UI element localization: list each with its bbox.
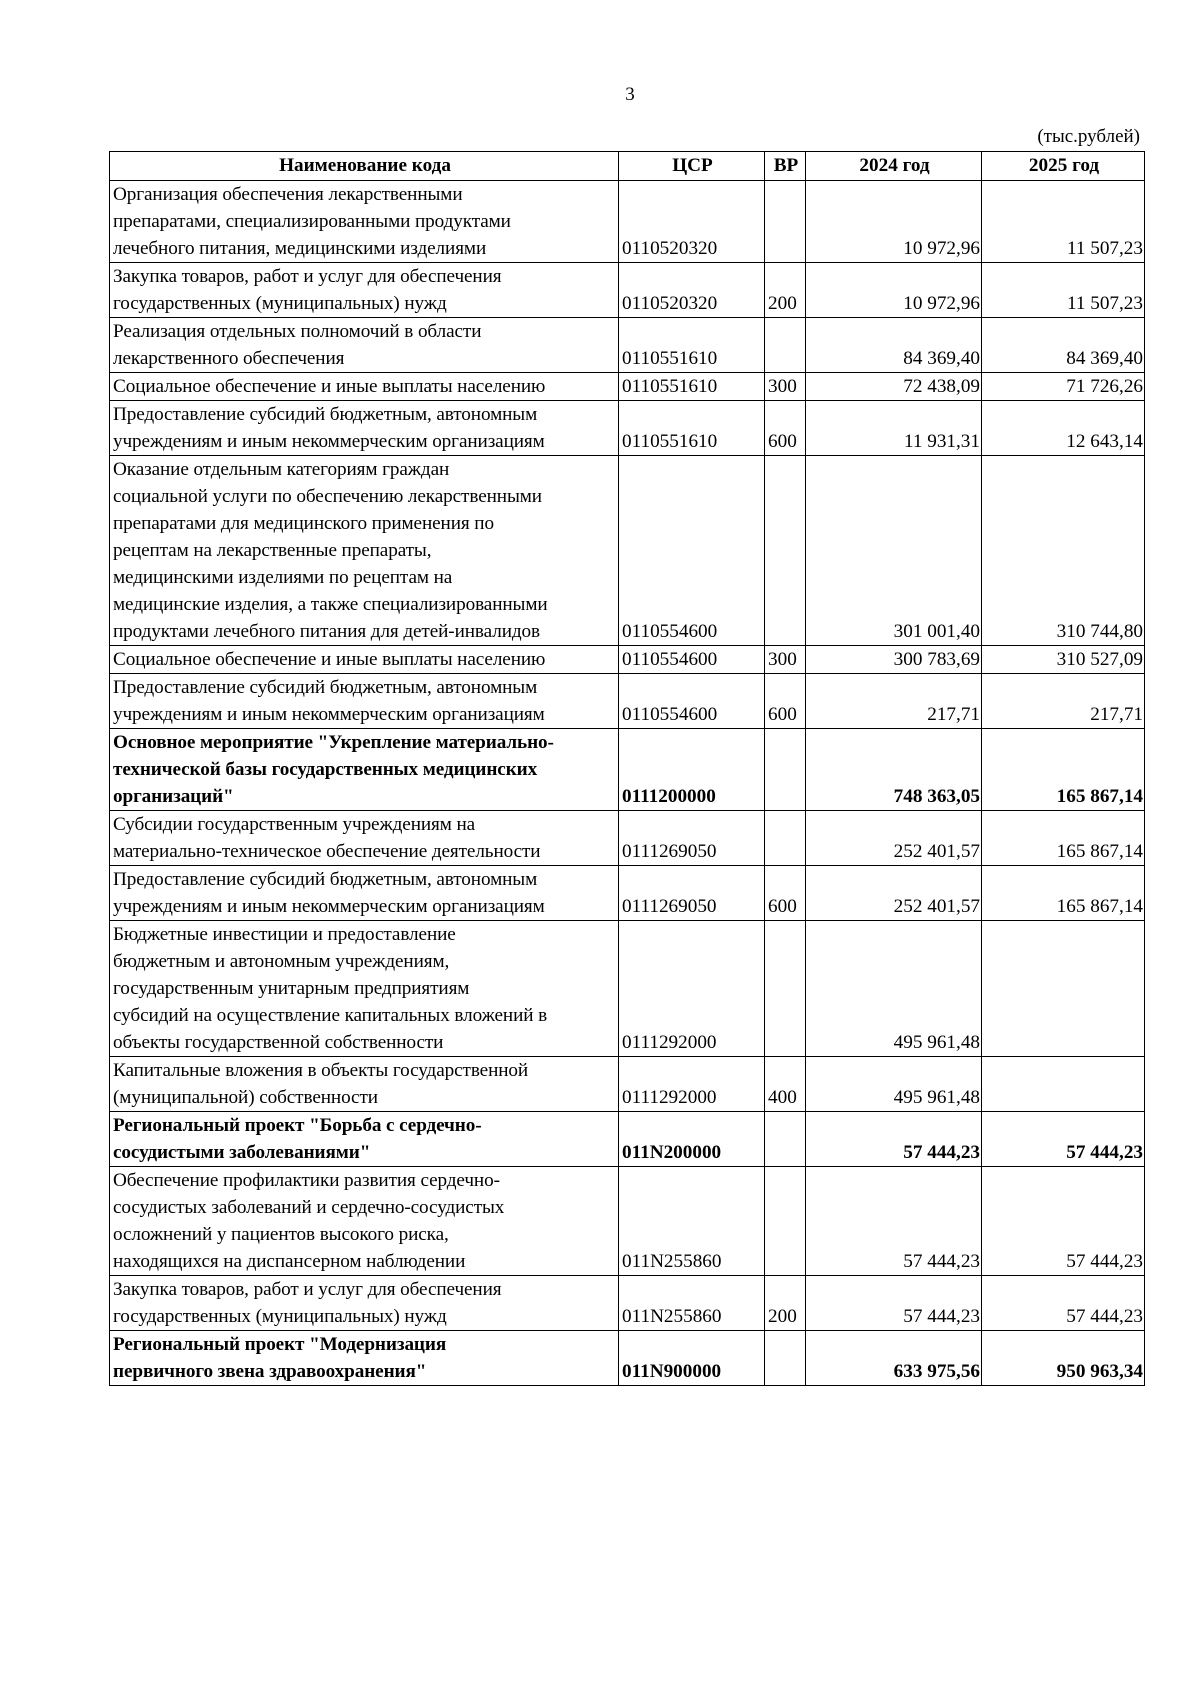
row-value-2024: 252 401,57 xyxy=(806,811,982,866)
row-value-2025: 310 744,80 xyxy=(982,456,1145,646)
row-name-line: Реализация отдельных полномочий в области xyxy=(113,321,482,342)
row-name-line: осложнений у пациентов высокого риска, xyxy=(113,1224,449,1245)
table-row xyxy=(110,674,1145,729)
row-csr: 0110551610 xyxy=(619,318,765,373)
row-value-2025: 11 507,23 xyxy=(982,263,1145,318)
row-name-line: социальной услуги по обеспечению лекарственными xyxy=(113,486,542,507)
header-name: Наименование кода xyxy=(110,152,619,181)
row-value-2024: 301 001,40 xyxy=(806,456,982,646)
row-value-2025: 165 867,14 xyxy=(982,729,1145,811)
row-name-line: Предоставление субсидий бюджетным, автономным xyxy=(113,869,538,890)
table-row xyxy=(110,318,1145,373)
header-row xyxy=(110,152,1145,181)
row-value-2024: 10 972,96 xyxy=(806,263,982,318)
row-name-line: Социальное обеспечение и иные выплаты населению xyxy=(113,376,546,397)
row-vr xyxy=(765,811,806,866)
row-csr: 0110520320 xyxy=(619,181,765,263)
table-row xyxy=(110,811,1145,866)
row-csr: 011N255860 xyxy=(619,1276,765,1331)
row-name xyxy=(110,181,619,263)
row-csr: 011N900000 xyxy=(619,1331,765,1386)
row-vr: 200 xyxy=(765,263,806,318)
row-name xyxy=(110,1331,619,1386)
row-value-2024: 72 438,09 xyxy=(806,373,982,401)
row-name-line: сосудистых заболеваний и сердечно-сосудистых xyxy=(113,1197,505,1218)
row-vr xyxy=(765,1167,806,1276)
row-name-line: сосудистыми заболеваниями" xyxy=(113,1142,371,1163)
row-value-2024: 11 931,31 xyxy=(806,401,982,456)
row-name-line: Социальное обеспечение и иные выплаты населению xyxy=(113,649,546,670)
row-vr: 600 xyxy=(765,401,806,456)
row-csr: 0110551610 xyxy=(619,373,765,401)
row-value-2024: 57 444,23 xyxy=(806,1276,982,1331)
table-row xyxy=(110,401,1145,456)
row-csr: 0110551610 xyxy=(619,401,765,456)
header-2025: 2025 год xyxy=(982,152,1145,181)
table-row xyxy=(110,1167,1145,1276)
table-row xyxy=(110,1112,1145,1167)
row-vr: 300 xyxy=(765,646,806,674)
row-value-2025: 71 726,26 xyxy=(982,373,1145,401)
row-name-line: Закупка товаров, работ и услуг для обеспечения xyxy=(113,1279,502,1300)
row-name-line: Предоставление субсидий бюджетным, автономным xyxy=(113,404,538,425)
row-csr: 0110554600 xyxy=(619,646,765,674)
row-name xyxy=(110,456,619,646)
row-value-2025: 165 867,14 xyxy=(982,866,1145,921)
table-row xyxy=(110,1057,1145,1112)
row-name xyxy=(110,373,619,401)
row-name-line: продуктами лечебного питания для детей-инвалидов xyxy=(113,621,540,642)
row-name-line: лечебного питания, медицинскими изделиями xyxy=(113,238,487,259)
row-vr: 600 xyxy=(765,674,806,729)
row-value-2025 xyxy=(982,921,1145,1057)
row-name xyxy=(110,674,619,729)
table-header xyxy=(110,152,1145,181)
row-name-line: государственных (муниципальных) нужд xyxy=(113,1306,447,1327)
row-name-line: первичного звена здравоохранения" xyxy=(113,1361,427,1382)
row-vr xyxy=(765,1112,806,1167)
row-value-2024: 57 444,23 xyxy=(806,1112,982,1167)
row-name xyxy=(110,1167,619,1276)
row-value-2025: 57 444,23 xyxy=(982,1167,1145,1276)
row-vr xyxy=(765,1331,806,1386)
header-2024: 2024 год xyxy=(806,152,982,181)
row-name-line: Обеспечение профилактики развития сердечно- xyxy=(113,1170,500,1191)
row-name-line: медицинскими изделиями по рецептам на xyxy=(113,567,453,588)
row-name xyxy=(110,729,619,811)
row-name-line: государственных (муниципальных) нужд xyxy=(113,293,447,314)
row-vr xyxy=(765,456,806,646)
row-name-line: организаций" xyxy=(113,786,234,807)
row-name-line: лекарственного обеспечения xyxy=(113,348,345,369)
row-vr: 600 xyxy=(765,866,806,921)
row-name-line: медицинские изделия, а также специализированными xyxy=(113,594,548,615)
row-value-2024: 633 975,56 xyxy=(806,1331,982,1386)
row-vr xyxy=(765,921,806,1057)
row-value-2024: 495 961,48 xyxy=(806,1057,982,1112)
header-csr: ЦСР xyxy=(619,152,765,181)
row-value-2024: 495 961,48 xyxy=(806,921,982,1057)
table-row xyxy=(110,181,1145,263)
table-row xyxy=(110,1331,1145,1386)
row-name xyxy=(110,866,619,921)
row-csr: 0110554600 xyxy=(619,456,765,646)
row-name-line: учреждениям и иным некоммерческим организациям xyxy=(113,431,545,452)
row-name-line: государственным унитарным предприятиям xyxy=(113,978,470,999)
row-value-2024: 57 444,23 xyxy=(806,1167,982,1276)
row-csr: 0110554600 xyxy=(619,674,765,729)
row-value-2024: 252 401,57 xyxy=(806,866,982,921)
row-name-line: препаратами, специализированными продуктами xyxy=(113,211,511,232)
row-name-line: (муниципальной) собственности xyxy=(113,1087,378,1108)
row-name-line: материально-техническое обеспечение деятельности xyxy=(113,841,541,862)
row-name-line: технической базы государственных медицинских xyxy=(113,759,538,780)
row-name-line: учреждениям и иным некоммерческим организациям xyxy=(113,896,545,917)
row-name xyxy=(110,921,619,1057)
table-row xyxy=(110,866,1145,921)
row-name xyxy=(110,1112,619,1167)
table-body xyxy=(110,181,1145,1386)
table-row xyxy=(110,921,1145,1057)
table-row xyxy=(110,1276,1145,1331)
row-name xyxy=(110,263,619,318)
budget-table xyxy=(109,151,1145,1386)
row-name-line: Региональный проект "Борьба с сердечно- xyxy=(113,1115,482,1136)
row-name-line: учреждениям и иным некоммерческим организациям xyxy=(113,704,545,725)
table-row xyxy=(110,646,1145,674)
row-name-line: находящихся на диспансерном наблюдении xyxy=(113,1251,466,1272)
row-value-2025: 84 369,40 xyxy=(982,318,1145,373)
row-csr: 011N255860 xyxy=(619,1167,765,1276)
page-number: 3 xyxy=(625,84,635,105)
row-vr: 400 xyxy=(765,1057,806,1112)
row-vr xyxy=(765,181,806,263)
row-value-2024: 748 363,05 xyxy=(806,729,982,811)
row-value-2025: 12 643,14 xyxy=(982,401,1145,456)
row-value-2025: 217,71 xyxy=(982,674,1145,729)
row-name xyxy=(110,1276,619,1331)
header-vr: ВР xyxy=(765,152,806,181)
row-name-line: Предоставление субсидий бюджетным, автономным xyxy=(113,677,538,698)
row-name-line: бюджетным и автономным учреждениям, xyxy=(113,951,450,972)
row-name-line: объекты государственной собственности xyxy=(113,1032,444,1053)
table-row xyxy=(110,456,1145,646)
row-name xyxy=(110,1057,619,1112)
table-row xyxy=(110,263,1145,318)
row-name-line: Закупка товаров, работ и услуг для обеспечения xyxy=(113,266,502,287)
row-vr xyxy=(765,729,806,811)
row-name-line: препаратами для медицинского применения по xyxy=(113,513,494,534)
row-value-2025 xyxy=(982,1057,1145,1112)
row-name-line: субсидий на осуществление капитальных вложений в xyxy=(113,1005,548,1026)
row-value-2024: 300 783,69 xyxy=(806,646,982,674)
row-value-2025: 57 444,23 xyxy=(982,1112,1145,1167)
row-value-2024: 10 972,96 xyxy=(806,181,982,263)
row-value-2025: 310 527,09 xyxy=(982,646,1145,674)
row-csr: 0111200000 xyxy=(619,729,765,811)
row-name-line: Основное мероприятие "Укрепление материально- xyxy=(113,732,554,753)
table-row xyxy=(110,729,1145,811)
row-value-2025: 950 963,34 xyxy=(982,1331,1145,1386)
row-csr: 0111292000 xyxy=(619,1057,765,1112)
row-csr: 011N200000 xyxy=(619,1112,765,1167)
units-label: (тыс.рублей) xyxy=(1037,126,1140,147)
row-name-line: Капитальные вложения в объекты государственной xyxy=(113,1060,529,1081)
row-value-2025: 165 867,14 xyxy=(982,811,1145,866)
row-vr: 200 xyxy=(765,1276,806,1331)
row-value-2025: 11 507,23 xyxy=(982,181,1145,263)
row-value-2024: 84 369,40 xyxy=(806,318,982,373)
row-value-2025: 57 444,23 xyxy=(982,1276,1145,1331)
row-csr: 0111269050 xyxy=(619,866,765,921)
row-name xyxy=(110,318,619,373)
row-name-line: Субсидии государственным учреждениям на xyxy=(113,814,476,835)
row-name-line: Региональный проект "Модернизация xyxy=(113,1334,447,1355)
row-name xyxy=(110,646,619,674)
row-csr: 0111269050 xyxy=(619,811,765,866)
row-name xyxy=(110,811,619,866)
row-vr xyxy=(765,318,806,373)
row-vr: 300 xyxy=(765,373,806,401)
row-name-line: Бюджетные инвестиции и предоставление xyxy=(113,924,456,945)
row-name-line: Оказание отдельным категориям граждан xyxy=(113,459,450,480)
row-name-line: Организация обеспечения лекарственными xyxy=(113,184,463,205)
row-csr: 0110520320 xyxy=(619,263,765,318)
row-name-line: рецептам на лекарственные препараты, xyxy=(113,540,432,561)
row-name xyxy=(110,401,619,456)
row-csr: 0111292000 xyxy=(619,921,765,1057)
table-row xyxy=(110,373,1145,401)
row-value-2024: 217,71 xyxy=(806,674,982,729)
